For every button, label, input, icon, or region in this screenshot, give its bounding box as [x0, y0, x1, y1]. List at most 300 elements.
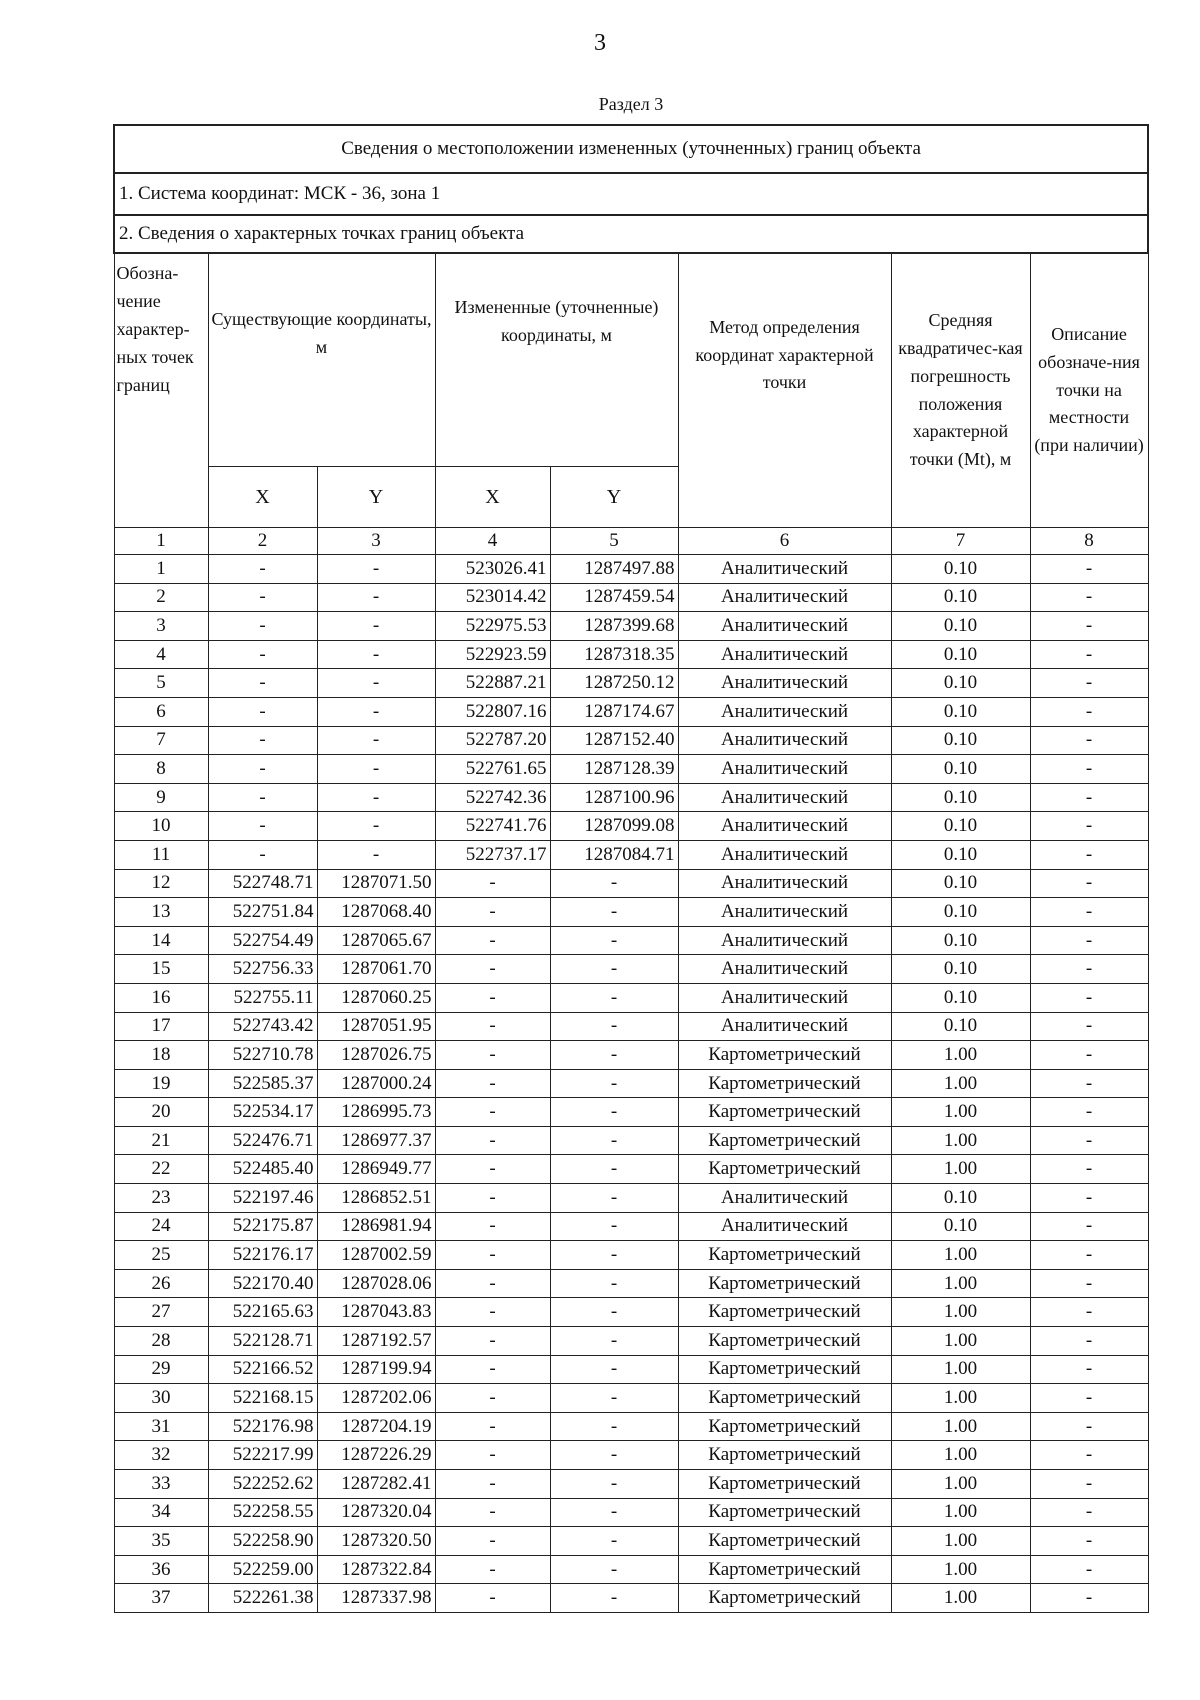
table-row: [114, 1527, 1148, 1556]
existing-x: 522754.49: [208, 926, 317, 955]
table-row: [114, 1069, 1148, 1098]
method: Аналитический: [678, 640, 891, 669]
point-number: 21: [114, 1126, 208, 1155]
existing-y: 1287043.83: [317, 1298, 435, 1327]
table-row: [114, 840, 1148, 869]
changed-x: -: [435, 1441, 550, 1470]
method: Картометрический: [678, 1555, 891, 1584]
mean-square-error: 0.10: [891, 1012, 1030, 1041]
point-number: 20: [114, 1098, 208, 1127]
header-existing-y: Y: [317, 467, 435, 528]
changed-x: -: [435, 926, 550, 955]
point-description: -: [1030, 697, 1148, 726]
point-description: -: [1030, 1384, 1148, 1413]
point-number: 10: [114, 812, 208, 841]
point-number: 7: [114, 726, 208, 755]
method: Картометрический: [678, 1069, 891, 1098]
changed-x: -: [435, 1184, 550, 1213]
column-number: 4: [435, 528, 550, 555]
changed-x: -: [435, 1412, 550, 1441]
existing-y: 1286995.73: [317, 1098, 435, 1127]
existing-x: -: [208, 697, 317, 726]
point-number: 33: [114, 1470, 208, 1499]
existing-x: 522755.11: [208, 983, 317, 1012]
point-description: -: [1030, 926, 1148, 955]
changed-x: -: [435, 1098, 550, 1127]
table-row: [114, 783, 1148, 812]
table-row: [114, 1412, 1148, 1441]
method: Аналитический: [678, 755, 891, 784]
method: Картометрический: [678, 1498, 891, 1527]
existing-y: -: [317, 555, 435, 584]
changed-y: 1287459.54: [550, 583, 678, 612]
existing-x: 522585.37: [208, 1069, 317, 1098]
existing-x: 522743.42: [208, 1012, 317, 1041]
changed-y: -: [550, 1184, 678, 1213]
changed-y: -: [550, 1412, 678, 1441]
header-changed-y: Y: [550, 467, 678, 528]
mean-square-error: 1.00: [891, 1069, 1030, 1098]
existing-x: -: [208, 583, 317, 612]
changed-x: -: [435, 1212, 550, 1241]
existing-y: 1287061.70: [317, 955, 435, 984]
mean-square-error: 1.00: [891, 1584, 1030, 1613]
point-number: 17: [114, 1012, 208, 1041]
method: Аналитический: [678, 783, 891, 812]
existing-x: 522168.15: [208, 1384, 317, 1413]
column-number: 3: [317, 528, 435, 555]
existing-y: -: [317, 640, 435, 669]
point-description: -: [1030, 1412, 1148, 1441]
mean-square-error: 0.10: [891, 726, 1030, 755]
changed-y: -: [550, 1269, 678, 1298]
method: Аналитический: [678, 983, 891, 1012]
section-label: Раздел 3: [598, 94, 664, 114]
existing-x: 522534.17: [208, 1098, 317, 1127]
method: Картометрический: [678, 1527, 891, 1556]
existing-x: 522165.63: [208, 1298, 317, 1327]
table-title: Сведения о местоположении измененных (уточненных) границ объекта: [114, 125, 1148, 173]
changed-x: 522923.59: [435, 640, 550, 669]
method: Аналитический: [678, 697, 891, 726]
changed-x: 523014.42: [435, 583, 550, 612]
table-row: [114, 612, 1148, 641]
existing-y: 1287028.06: [317, 1269, 435, 1298]
existing-y: 1287282.41: [317, 1470, 435, 1499]
method: Аналитический: [678, 898, 891, 927]
coordinate-system: 1. Система координат: МСК - 36, зона 1: [114, 173, 1148, 215]
existing-x: -: [208, 612, 317, 641]
table-row: [114, 1012, 1148, 1041]
boundary-points-table: [113, 124, 1149, 1613]
mean-square-error: 1.00: [891, 1498, 1030, 1527]
point-number: 34: [114, 1498, 208, 1527]
mean-square-error: 1.00: [891, 1241, 1030, 1270]
method: Картометрический: [678, 1327, 891, 1356]
point-description: -: [1030, 898, 1148, 927]
table-row: [114, 669, 1148, 698]
changed-x: 522742.36: [435, 783, 550, 812]
existing-x: -: [208, 669, 317, 698]
point-description: -: [1030, 983, 1148, 1012]
existing-y: -: [317, 755, 435, 784]
mean-square-error: 1.00: [891, 1555, 1030, 1584]
existing-x: 522217.99: [208, 1441, 317, 1470]
method: Картометрический: [678, 1269, 891, 1298]
method: Картометрический: [678, 1126, 891, 1155]
existing-x: 522756.33: [208, 955, 317, 984]
method: Аналитический: [678, 1212, 891, 1241]
existing-x: -: [208, 783, 317, 812]
point-description: -: [1030, 1327, 1148, 1356]
table-row: [114, 640, 1148, 669]
changed-x: -: [435, 1384, 550, 1413]
changed-x: -: [435, 955, 550, 984]
mean-square-error: 0.10: [891, 640, 1030, 669]
header-existing-x: X: [208, 467, 317, 528]
existing-x: 522258.55: [208, 1498, 317, 1527]
method: Картометрический: [678, 1355, 891, 1384]
changed-x: 522787.20: [435, 726, 550, 755]
mean-square-error: 1.00: [891, 1269, 1030, 1298]
existing-y: 1287226.29: [317, 1441, 435, 1470]
changed-y: -: [550, 955, 678, 984]
changed-x: -: [435, 1069, 550, 1098]
changed-y: -: [550, 1098, 678, 1127]
changed-y: -: [550, 1041, 678, 1070]
point-description: -: [1030, 1584, 1148, 1613]
header-method: Метод определения координат характерной точки: [678, 253, 891, 528]
mean-square-error: 0.10: [891, 755, 1030, 784]
existing-y: 1287051.95: [317, 1012, 435, 1041]
column-numbers-row: [114, 528, 1148, 555]
table-row: [114, 1241, 1148, 1270]
method: Аналитический: [678, 612, 891, 641]
table-row: [114, 1470, 1148, 1499]
existing-y: -: [317, 612, 435, 641]
point-number: 6: [114, 697, 208, 726]
table-row: [114, 1441, 1148, 1470]
table-row: [114, 926, 1148, 955]
existing-x: 522259.00: [208, 1555, 317, 1584]
method: Картометрический: [678, 1412, 891, 1441]
changed-y: -: [550, 1470, 678, 1499]
point-description: -: [1030, 1527, 1148, 1556]
table-row: [114, 1098, 1148, 1127]
column-number: 2: [208, 528, 317, 555]
point-number: 15: [114, 955, 208, 984]
point-number: 23: [114, 1184, 208, 1213]
existing-x: -: [208, 555, 317, 584]
existing-y: 1287065.67: [317, 926, 435, 955]
point-number: 11: [114, 840, 208, 869]
table-row: [114, 1555, 1148, 1584]
mean-square-error: 0.10: [891, 697, 1030, 726]
existing-y: 1287337.98: [317, 1584, 435, 1613]
changed-y: -: [550, 1155, 678, 1184]
column-number: 6: [678, 528, 891, 555]
point-description: -: [1030, 1441, 1148, 1470]
method: Картометрический: [678, 1470, 891, 1499]
changed-y: 1287128.39: [550, 755, 678, 784]
existing-x: 522176.17: [208, 1241, 317, 1270]
mean-square-error: 1.00: [891, 1355, 1030, 1384]
header-existing-coords: Существующие координаты, м: [208, 253, 435, 467]
point-description: -: [1030, 955, 1148, 984]
point-number: 13: [114, 898, 208, 927]
point-number: 35: [114, 1527, 208, 1556]
mean-square-error: 0.10: [891, 983, 1030, 1012]
changed-y: 1287174.67: [550, 697, 678, 726]
table-row: [114, 726, 1148, 755]
point-number: 19: [114, 1069, 208, 1098]
existing-x: 522748.71: [208, 869, 317, 898]
existing-x: 522751.84: [208, 898, 317, 927]
existing-x: -: [208, 726, 317, 755]
mean-square-error: 1.00: [891, 1470, 1030, 1499]
method: Аналитический: [678, 840, 891, 869]
changed-x: 523026.41: [435, 555, 550, 584]
mean-square-error: 0.10: [891, 955, 1030, 984]
point-number: 16: [114, 983, 208, 1012]
method: Картометрический: [678, 1041, 891, 1070]
existing-x: 522175.87: [208, 1212, 317, 1241]
changed-x: -: [435, 869, 550, 898]
point-description: -: [1030, 1498, 1148, 1527]
point-number: 30: [114, 1384, 208, 1413]
changed-y: 1287100.96: [550, 783, 678, 812]
point-number: 14: [114, 926, 208, 955]
changed-y: -: [550, 1327, 678, 1356]
mean-square-error: 1.00: [891, 1441, 1030, 1470]
point-description: -: [1030, 1012, 1148, 1041]
mean-square-error: 0.10: [891, 555, 1030, 584]
table-row: [114, 1498, 1148, 1527]
existing-y: 1287320.50: [317, 1527, 435, 1556]
existing-y: 1287204.19: [317, 1412, 435, 1441]
existing-x: 522476.71: [208, 1126, 317, 1155]
point-description: -: [1030, 1298, 1148, 1327]
changed-y: -: [550, 1441, 678, 1470]
existing-y: -: [317, 583, 435, 612]
changed-x: -: [435, 1555, 550, 1584]
method: Аналитический: [678, 583, 891, 612]
page-number: 3: [594, 30, 606, 56]
point-number: 8: [114, 755, 208, 784]
method: Аналитический: [678, 1012, 891, 1041]
table-row: [114, 898, 1148, 927]
point-description: -: [1030, 669, 1148, 698]
changed-y: -: [550, 1212, 678, 1241]
existing-y: -: [317, 669, 435, 698]
mean-square-error: 1.00: [891, 1412, 1030, 1441]
table-row: [114, 1212, 1148, 1241]
changed-y: -: [550, 983, 678, 1012]
method: Аналитический: [678, 726, 891, 755]
point-number: 1: [114, 555, 208, 584]
mean-square-error: 0.10: [891, 669, 1030, 698]
existing-y: -: [317, 697, 435, 726]
existing-y: 1287322.84: [317, 1555, 435, 1584]
changed-x: -: [435, 1327, 550, 1356]
mean-square-error: 1.00: [891, 1098, 1030, 1127]
changed-y: -: [550, 1126, 678, 1155]
table-row: [114, 1269, 1148, 1298]
existing-y: 1286852.51: [317, 1184, 435, 1213]
existing-y: -: [317, 812, 435, 841]
method: Картометрический: [678, 1241, 891, 1270]
table-row: [114, 1584, 1148, 1613]
table-row: [114, 955, 1148, 984]
table-row: [114, 1327, 1148, 1356]
changed-x: -: [435, 1012, 550, 1041]
existing-y: 1287026.75: [317, 1041, 435, 1070]
header-designation: Обозна-чение характер-ных точек границ: [114, 253, 208, 528]
changed-x: 522761.65: [435, 755, 550, 784]
mean-square-error: 0.10: [891, 783, 1030, 812]
existing-x: 522166.52: [208, 1355, 317, 1384]
point-description: -: [1030, 1470, 1148, 1499]
header-changed-coords: Измененные (уточненные) координаты, м: [435, 253, 678, 467]
table-row: [114, 1126, 1148, 1155]
changed-x: -: [435, 1584, 550, 1613]
existing-y: 1286981.94: [317, 1212, 435, 1241]
point-number: 18: [114, 1041, 208, 1070]
point-number: 2: [114, 583, 208, 612]
point-description: -: [1030, 1069, 1148, 1098]
point-description: -: [1030, 1126, 1148, 1155]
table-row: [114, 697, 1148, 726]
changed-y: 1287152.40: [550, 726, 678, 755]
mean-square-error: 1.00: [891, 1527, 1030, 1556]
changed-y: 1287318.35: [550, 640, 678, 669]
header-error: Средняя квадратичес-кая погрешность положения характерной точки (Mt), м: [891, 253, 1030, 528]
existing-x: 522261.38: [208, 1584, 317, 1613]
point-description: -: [1030, 1184, 1148, 1213]
changed-x: 522737.17: [435, 840, 550, 869]
point-number: 28: [114, 1327, 208, 1356]
point-description: -: [1030, 1269, 1148, 1298]
changed-x: 522887.21: [435, 669, 550, 698]
changed-x: -: [435, 1155, 550, 1184]
changed-y: -: [550, 926, 678, 955]
point-description: -: [1030, 1241, 1148, 1270]
existing-x: 522485.40: [208, 1155, 317, 1184]
header-description: Описание обозначе-ния точки на местности (при наличии): [1030, 253, 1148, 528]
mean-square-error: 1.00: [891, 1327, 1030, 1356]
point-description: -: [1030, 1555, 1148, 1584]
point-number: 9: [114, 783, 208, 812]
changed-y: -: [550, 1527, 678, 1556]
table-row: [114, 1184, 1148, 1213]
point-number: 31: [114, 1412, 208, 1441]
point-description: -: [1030, 812, 1148, 841]
changed-x: -: [435, 1498, 550, 1527]
point-description: -: [1030, 783, 1148, 812]
mean-square-error: 1.00: [891, 1155, 1030, 1184]
changed-x: -: [435, 1269, 550, 1298]
table-row: [114, 1041, 1148, 1070]
point-description: -: [1030, 726, 1148, 755]
point-number: 3: [114, 612, 208, 641]
point-number: 24: [114, 1212, 208, 1241]
existing-x: 522128.71: [208, 1327, 317, 1356]
method: Картометрический: [678, 1584, 891, 1613]
table-row: [114, 1384, 1148, 1413]
changed-y: -: [550, 869, 678, 898]
point-number: 25: [114, 1241, 208, 1270]
changed-y: -: [550, 1298, 678, 1327]
table-row: [114, 555, 1148, 584]
method: Аналитический: [678, 926, 891, 955]
point-description: -: [1030, 640, 1148, 669]
existing-y: 1287002.59: [317, 1241, 435, 1270]
point-number: 29: [114, 1355, 208, 1384]
point-description: -: [1030, 1355, 1148, 1384]
existing-x: 522176.98: [208, 1412, 317, 1441]
changed-y: 1287250.12: [550, 669, 678, 698]
changed-x: -: [435, 898, 550, 927]
mean-square-error: 1.00: [891, 1126, 1030, 1155]
point-description: -: [1030, 1098, 1148, 1127]
existing-y: 1287192.57: [317, 1327, 435, 1356]
method: Картометрический: [678, 1298, 891, 1327]
existing-y: -: [317, 783, 435, 812]
existing-y: 1287068.40: [317, 898, 435, 927]
method: Аналитический: [678, 1184, 891, 1213]
table-row: [114, 755, 1148, 784]
existing-y: 1287071.50: [317, 869, 435, 898]
table-row: [114, 1155, 1148, 1184]
changed-x: -: [435, 983, 550, 1012]
existing-x: 522170.40: [208, 1269, 317, 1298]
mean-square-error: 0.10: [891, 612, 1030, 641]
changed-y: -: [550, 1069, 678, 1098]
mean-square-error: 0.10: [891, 1212, 1030, 1241]
changed-x: -: [435, 1241, 550, 1270]
existing-x: -: [208, 640, 317, 669]
point-description: -: [1030, 869, 1148, 898]
table-row: [114, 583, 1148, 612]
changed-y: 1287099.08: [550, 812, 678, 841]
point-number: 12: [114, 869, 208, 898]
point-number: 22: [114, 1155, 208, 1184]
changed-y: -: [550, 1498, 678, 1527]
changed-y: 1287497.88: [550, 555, 678, 584]
existing-y: 1287060.25: [317, 983, 435, 1012]
point-number: 26: [114, 1269, 208, 1298]
existing-y: 1287320.04: [317, 1498, 435, 1527]
point-description: -: [1030, 840, 1148, 869]
changed-y: 1287399.68: [550, 612, 678, 641]
method: Картометрический: [678, 1155, 891, 1184]
mean-square-error: 0.10: [891, 812, 1030, 841]
point-description: -: [1030, 1041, 1148, 1070]
changed-x: -: [435, 1470, 550, 1499]
point-number: 37: [114, 1584, 208, 1613]
changed-y: -: [550, 1241, 678, 1270]
existing-y: -: [317, 840, 435, 869]
changed-y: -: [550, 1012, 678, 1041]
mean-square-error: 1.00: [891, 1384, 1030, 1413]
changed-y: -: [550, 1384, 678, 1413]
column-number: 8: [1030, 528, 1148, 555]
mean-square-error: 0.10: [891, 869, 1030, 898]
changed-y: -: [550, 1584, 678, 1613]
changed-y: 1287084.71: [550, 840, 678, 869]
changed-x: 522807.16: [435, 697, 550, 726]
existing-x: 522258.90: [208, 1527, 317, 1556]
